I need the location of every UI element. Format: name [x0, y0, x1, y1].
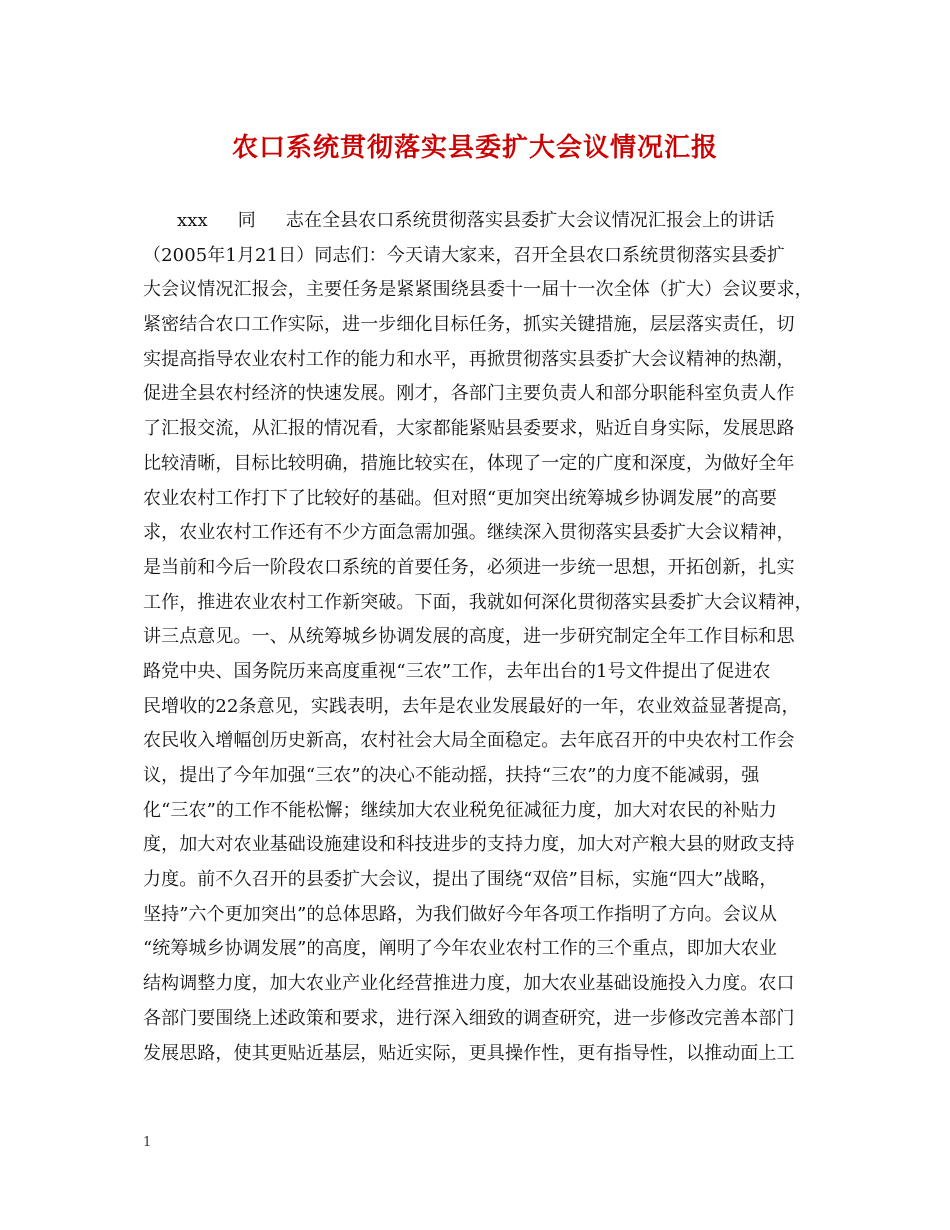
body-line: 了汇报交流，从汇报的情况看，大家都能紧贴县委要求，贴近自身实际，发展思路 — [143, 418, 795, 440]
speaker-name: xxx — [177, 210, 208, 231]
body-line: 结构调整力度，加大农业产业化经营推进力度，加大农业基础设施投入力度。农口 — [143, 973, 795, 995]
body-line: 实提高指导农业农村工作的能力和水平，再掀贯彻落实县委扩大会议精神的热潮， — [143, 348, 795, 370]
body-line-first — [143, 204, 823, 239]
body-line: 路党中央、国务院历来高度重视“三农”工作，去年出台的1号文件提出了促进农 — [143, 660, 771, 682]
body-line: 求，农业农村工作还有不少方面急需加强。继续深入贯彻落实县委扩大会议精神， — [143, 522, 795, 544]
body-line: 议，提出了今年加强“三农”的决心不能动摇，扶持“三农”的力度不能减弱，强 — [143, 765, 760, 786]
body-line: 民增收的22条意见，实践表明，去年是农业发展最好的一年，农业效益显著提高， — [143, 695, 800, 717]
speaker-title-char: 同 — [237, 210, 256, 231]
body-line: 坚持”六个更加突出”的总体思路，为我们做好今年各项工作指明了方向。会议从 — [143, 903, 778, 925]
body-line: 工作，推进农业农村工作新突破。下面，我就如何深化贯彻落实县委扩大会议精神， — [143, 591, 813, 613]
body-lines — [143, 239, 823, 1072]
document-title: 农口系统贯彻落实县委扩大会议情况汇报 — [231, 133, 718, 163]
body-line: 发展思路，使其更贴近基层，贴近实际，更具操作性，更有指导性，以推动面上工 — [143, 1042, 795, 1064]
body-line: 农民收入增幅创历史新高，农村社会大局全面稳定。去年底召开的中央农村工作会 — [143, 730, 795, 752]
body-line: 各部门要围绕上述政策和要求，进行深入细致的调查研究，进一步修改完善本部门 — [143, 1007, 795, 1029]
body-line: 力度。前不久召开的县委扩大会议，提出了围绕“双倍”目标，实施“四大”战略， — [143, 869, 778, 891]
body-line: 促进全县农村经济的快速发展。刚才，各部门主要负责人和部分职能科室负责人作 — [143, 383, 795, 405]
body-line: 农业农村工作打下了比较好的基础。但对照“更加突出统筹城乡协调发展”的高要 — [143, 487, 778, 509]
document-body — [143, 204, 823, 1071]
body-line: 是当前和今后一阶段农口系统的首要任务，必须进一步统一思想，开拓创新，扎实 — [143, 556, 795, 578]
body-line: 讲三点意见。一、从统筹城乡协调发展的高度，进一步研究制定全年工作目标和思 — [143, 626, 795, 648]
body-line: 比较清晰，目标比较明确，措施比较实在，体现了一定的广度和深度，为做好全年 — [143, 452, 795, 474]
body-line: 大会议情况汇报会，主要任务是紧紧围绕县委十一届十一次全体（扩大）会议要求， — [143, 279, 813, 301]
body-line: 度，加大对农业基础设施建设和科技进步的支持力度，加大对产粮大县的财政支持 — [143, 834, 795, 856]
body-line: （2005年1月21日）同志们：今天请大家来，召开全县农口系统贯彻落实县委扩 — [143, 244, 785, 266]
body-line: 紧密结合农口工作实际，进一步细化目标任务，抓实关键措施，层层落实责任，切 — [143, 314, 795, 336]
body-line: 化“三农”的工作不能松懈；继续加大农业税免征减征力度，加大对农民的补贴力 — [143, 799, 778, 821]
body-line: “统筹城乡协调发展”的高度，阐明了今年农业农村工作的三个重点，即加大农业 — [143, 938, 778, 960]
page-number: 1 — [143, 1135, 152, 1150]
speech-heading: 志在全县农口系统贯彻落实县委扩大会议情况汇报会上的讲话 — [285, 210, 775, 231]
